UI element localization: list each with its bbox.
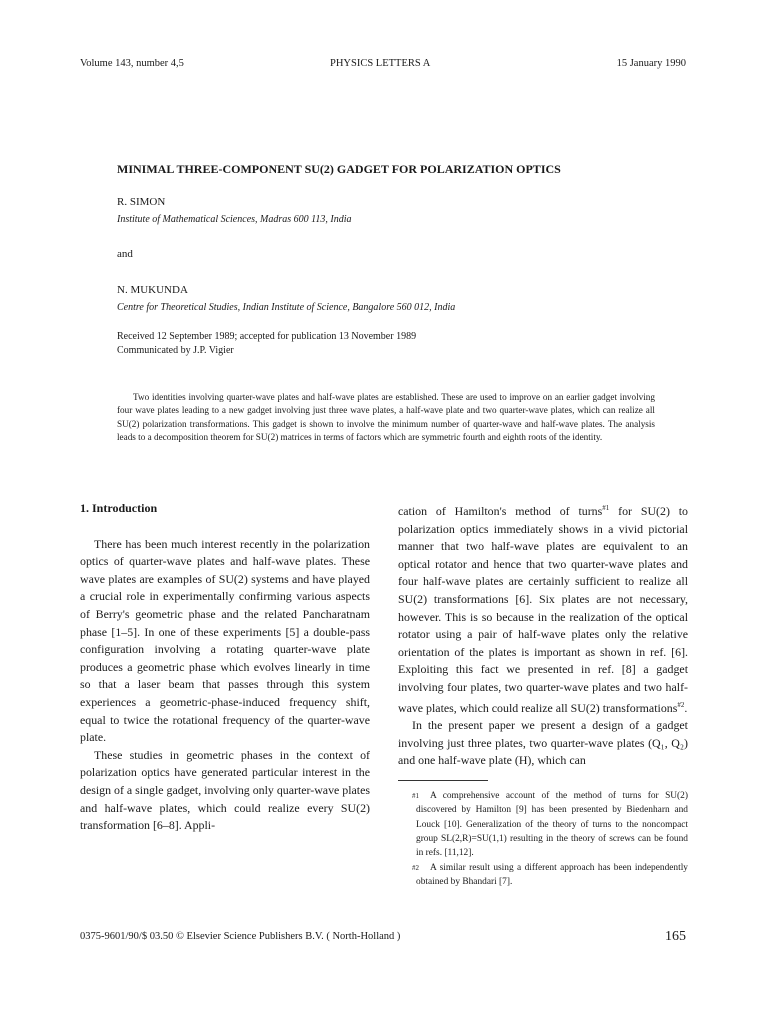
para3-start: cation of Hamilton's method of turns	[398, 503, 603, 518]
left-column	[80, 500, 370, 835]
footnote-2-text: A similar result using a different approach has been independently obtained by Bhandari [7].	[416, 862, 688, 888]
author-conjunction: and	[117, 248, 133, 260]
page-number: 165	[665, 929, 686, 944]
header-date: 15 January 1990	[616, 58, 686, 69]
author-1-name: R. SIMON	[117, 196, 166, 208]
footnote-2	[398, 861, 688, 890]
footnote-rule	[398, 780, 488, 781]
author-1-affiliation: Institute of Mathematical Sciences, Madras 600 113, India	[117, 214, 352, 225]
communicated-line: Communicated by J.P. Vigier	[117, 345, 234, 356]
intro-paragraph-2: These studies in geometric phases in the context of polarization optics have generated particular interest in the design of a single gadget, involving only quarter-wave plates and half-wave plates, which could realize every SU(2) transformation [6–8]. Appli-	[80, 747, 371, 833]
abstract: Two identities involving quarter-wave plates and half-wave plates are established. These are used to improve on an earlier gadget involving four wave plates leading to a new gadget involving just three wave plates, a half-wave plate and two quarter-wave plates, which can realize all SU(2) polarization transformations. This gadget is shown to involve the minimum number of quarter-wave and half-wave plates. The analysis leads to a decomposition theorem for SU(2) matrices in terms of factors which are symmetric fourth and eighth roots of the identity.	[117, 392, 655, 443]
para3-body: for SU(2) to polarization optics immediately shows in a vivid pictorial manner that two half-wave plates are equivalent to an optical rotator and hence that two quarter-wave plates and four half-wave plates are certainly sufficient to realize all SU(2) transformations [6]. Six plates are not necessary, however. This is so because in the realization of the optical rotator using a pair of half-wave plates only the relative orientation of the plates is important as shown in ref. [6]. Exploiting this fact we presented in ref. [8] a gadget involving four plates, two quarter-wave plates and two half-wave plates, which could realize all SU(2) transformations	[398, 503, 688, 715]
intro-paragraph-4: In the present paper we present a design of a gadget involving just three plates, two quarter-wave plates (Q₁, Q₂) and one half-wave plate (H), which can	[398, 718, 688, 768]
intro-paragraph-3	[398, 500, 688, 717]
right-column	[398, 500, 688, 890]
section-title: 1. Introduction	[80, 501, 158, 515]
para3-end: .	[684, 700, 688, 715]
paper-title: MINIMAL THREE-COMPONENT SU(2) GADGET FOR POLARIZATION OPTICS	[117, 162, 561, 176]
footer-copyright: 0375-9601/90/$ 03.50 © Elsevier Science Publishers B.V. ( North-Holland )	[80, 931, 401, 942]
header-journal: PHYSICS LETTERS A	[330, 58, 431, 69]
footnote-1-text: A comprehensive account of the method of turns for SU(2) discovered by Hamilton [9] has been presented by Biedenharn and Louck [10]. Generalization of the theory of turns to the noncompact group SL(2,R)=SU(1,1) resulting in the theory of screws can be found in refs. [11,12].	[416, 790, 688, 859]
intro-paragraph-1: There has been much interest recently in the polarization optics of quarter-wave plates and half-wave plates. These wave plates are examples of SU(2) systems and have played a crucial role in experimentally confirming various aspects of Berry's geometric phase and the related Pancharatnam phase [1–5]. In one of these experiments [5] a double-pass configuration involving a rotating quarter-wave plate produces a geometric phase which evolves linearly in time so that a laser beam that passes through this system experiences a geometric-phase-induced frequency shift, equal to twice the rotational frequency of the quarter-wave plate.	[80, 536, 370, 745]
footnote-1	[398, 789, 688, 861]
author-2-name: N. MUKUNDA	[117, 284, 188, 296]
footnote-1-mark: #1	[412, 791, 419, 800]
footnote-ref-2[interactable]: #2	[677, 700, 685, 709]
header-volume: Volume 143, number 4,5	[80, 58, 184, 69]
footnote-2-mark: #2	[412, 863, 419, 872]
author-2-affiliation: Centre for Theoretical Studies, Indian Institute of Science, Bangalore 560 012, India	[117, 302, 456, 313]
received-line: Received 12 September 1989; accepted for publication 13 November 1989	[117, 331, 417, 342]
footnote-ref-1[interactable]: #1	[602, 504, 610, 512]
